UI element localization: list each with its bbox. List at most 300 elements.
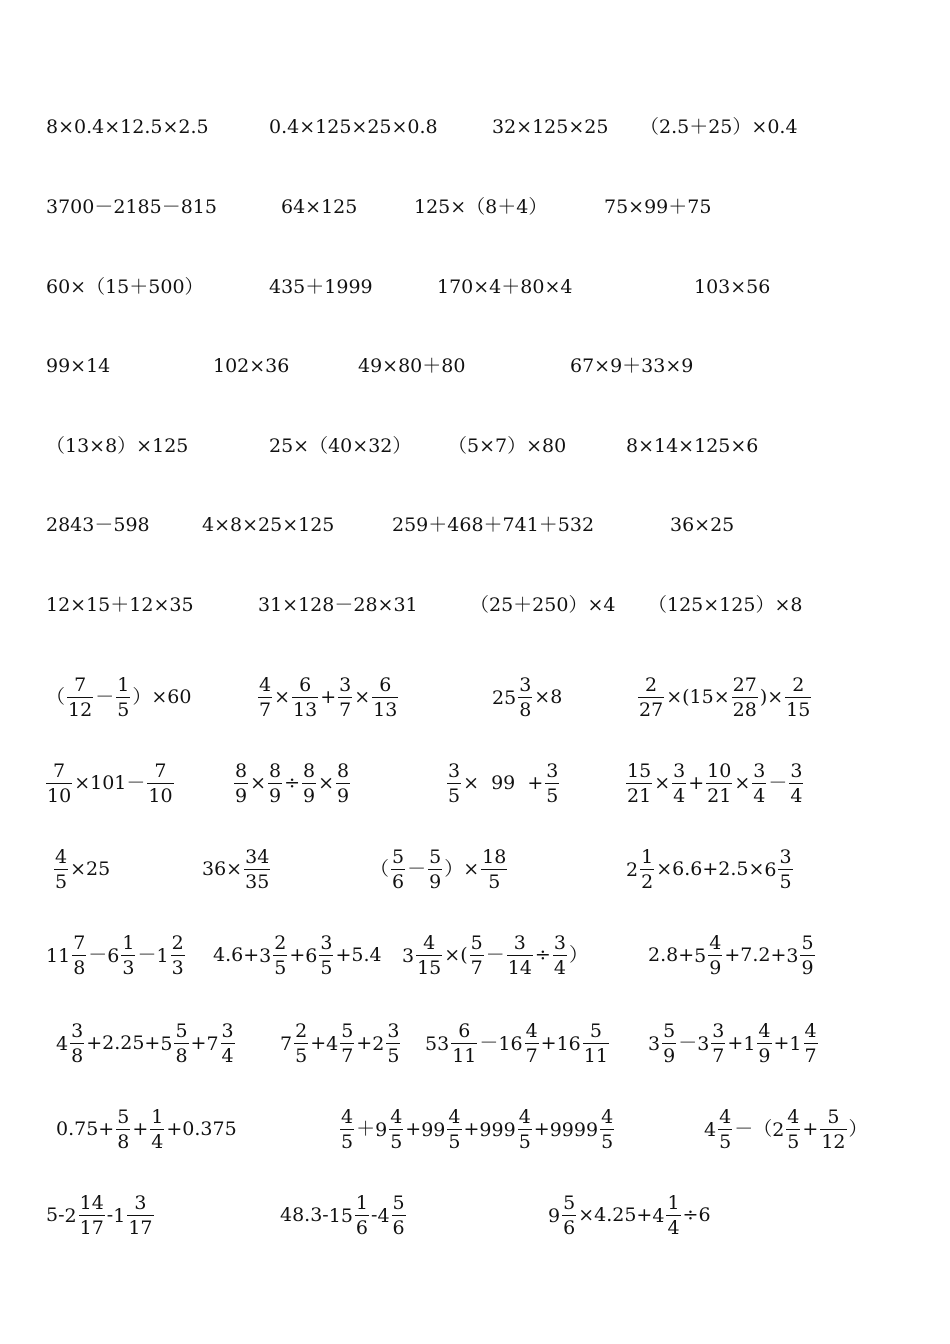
denominator: 13 xyxy=(373,699,398,721)
whole-number: 9999 xyxy=(549,1118,599,1141)
fraction xyxy=(800,934,814,978)
problem: 2843－598 xyxy=(46,514,150,536)
numerator: 3 xyxy=(546,760,559,782)
fraction xyxy=(127,1194,153,1238)
problem: 60×（15＋500） xyxy=(46,276,204,298)
denominator: 11 xyxy=(583,1045,608,1067)
fraction xyxy=(121,934,135,978)
numerator: 5 xyxy=(820,1108,846,1130)
whole-number: 9 xyxy=(375,1118,388,1141)
problem xyxy=(648,1022,820,1066)
numerator: 7 xyxy=(147,762,173,784)
operator: × xyxy=(734,772,751,794)
problem: 8×14×125×6 xyxy=(626,435,759,457)
operator: × xyxy=(354,686,371,708)
operator: × xyxy=(654,772,671,794)
numerator: 3 xyxy=(712,1020,725,1042)
fraction xyxy=(174,1022,188,1066)
whole-number: 9 xyxy=(548,1204,561,1227)
problem xyxy=(52,848,110,892)
fraction xyxy=(706,762,732,806)
numerator: 4 xyxy=(525,1020,538,1042)
fraction xyxy=(662,1022,676,1066)
numerator: 2 xyxy=(171,932,184,954)
numerator: 2 xyxy=(274,932,287,954)
denominator: 5 xyxy=(787,1131,800,1153)
numerator: 8 xyxy=(337,760,350,782)
numerator: 6 xyxy=(292,676,318,698)
operator: + xyxy=(533,1118,550,1140)
denominator: 6 xyxy=(563,1217,576,1239)
denominator: 9 xyxy=(429,871,442,893)
numerator: 18 xyxy=(482,846,507,868)
denominator: 11 xyxy=(452,1045,477,1067)
operator: － xyxy=(485,944,505,966)
fraction xyxy=(626,762,652,806)
paren: ） xyxy=(568,944,588,966)
numerator: 4 xyxy=(518,1106,531,1128)
operator: － xyxy=(479,1032,499,1054)
fraction xyxy=(600,1108,614,1152)
fraction xyxy=(786,1108,800,1152)
numerator: 5 xyxy=(663,1020,676,1042)
denominator: 5 xyxy=(117,699,130,721)
denominator: 8 xyxy=(117,1131,130,1153)
operator: － xyxy=(678,1032,698,1054)
whole-number: 3 xyxy=(786,944,799,967)
denominator: 14 xyxy=(507,957,532,979)
denominator: 8 xyxy=(519,699,532,721)
paren: ） xyxy=(848,1118,868,1140)
numerator: 3 xyxy=(519,674,532,696)
whole-number: 4 xyxy=(56,1032,69,1055)
denominator: 9 xyxy=(663,1045,676,1067)
whole-number: 4 xyxy=(652,1204,665,1227)
numerator: 1 xyxy=(355,1192,369,1214)
numerator: 5 xyxy=(563,1192,576,1214)
operator: )× xyxy=(759,686,784,708)
problem xyxy=(256,676,400,720)
fraction xyxy=(70,1022,84,1066)
numerator: 5 xyxy=(583,1022,609,1044)
problem xyxy=(56,1022,237,1066)
numerator: 5 xyxy=(392,846,405,868)
fraction xyxy=(447,1108,461,1152)
numerator: 34 xyxy=(245,846,270,868)
denominator: 3 xyxy=(171,957,184,979)
problem: 4×8×25×125 xyxy=(202,514,335,536)
problem: 67×9＋33×9 xyxy=(570,355,694,377)
numerator: 4 xyxy=(601,1106,614,1128)
fraction xyxy=(732,676,758,720)
fraction xyxy=(518,1108,532,1152)
numerator: 3 xyxy=(221,1020,234,1042)
numerator: 6 xyxy=(451,1022,477,1044)
denominator: 12 xyxy=(68,699,93,721)
fraction xyxy=(638,676,664,720)
denominator: 5 xyxy=(601,1131,614,1153)
problem xyxy=(46,676,191,720)
fraction xyxy=(72,934,86,978)
numerator: 3 xyxy=(507,934,533,956)
operator: + xyxy=(405,1118,422,1140)
whole-number: 7 xyxy=(206,1032,219,1055)
fraction xyxy=(778,848,792,892)
denominator: 9 xyxy=(337,785,350,807)
fraction xyxy=(820,1108,846,1152)
fraction xyxy=(640,848,654,892)
problem xyxy=(280,1194,408,1238)
numerator: 4 xyxy=(390,1106,403,1128)
whole-number: 6 xyxy=(305,944,318,967)
fraction xyxy=(451,1022,477,1066)
denominator: 5 xyxy=(55,871,68,893)
numerator: 2 xyxy=(638,676,664,698)
fraction xyxy=(150,1108,164,1152)
denominator: 7 xyxy=(712,1045,725,1067)
operator: － xyxy=(768,772,788,794)
denominator: 9 xyxy=(303,785,316,807)
problem xyxy=(402,934,588,978)
operator: +5.4 xyxy=(335,944,382,966)
fraction xyxy=(171,934,185,978)
problem xyxy=(648,934,817,978)
denominator: 15 xyxy=(417,957,442,979)
whole-number: 5 xyxy=(694,944,707,967)
fraction xyxy=(752,762,766,806)
numerator: 4 xyxy=(448,1106,461,1128)
problem: （125×125）×8 xyxy=(648,594,803,616)
whole-number: 2 xyxy=(372,1032,385,1055)
whole-number: 25 xyxy=(492,686,517,709)
denominator: 4 xyxy=(673,785,686,807)
operator: 36× xyxy=(202,858,243,880)
operator: + xyxy=(320,686,337,708)
denominator: 5 xyxy=(387,1045,400,1067)
operator: + xyxy=(688,772,705,794)
denominator: 3 xyxy=(122,957,135,979)
problem: 12×15＋12×35 xyxy=(46,594,194,616)
numerator: 2 xyxy=(295,1020,308,1042)
whole-number: 3 xyxy=(697,1032,710,1055)
operator: + xyxy=(356,1032,373,1054)
fraction xyxy=(583,1022,609,1066)
operator: 2.8+ xyxy=(648,944,695,966)
whole-number: 3 xyxy=(259,944,272,967)
problem xyxy=(492,676,562,720)
numerator: 8 xyxy=(235,760,248,782)
fraction xyxy=(338,676,352,720)
numerator: 4 xyxy=(787,1106,800,1128)
operator: － xyxy=(95,686,115,708)
problem: 435＋1999 xyxy=(269,276,373,298)
operator: － xyxy=(137,944,157,966)
fraction xyxy=(244,848,270,892)
fraction xyxy=(553,934,567,978)
operator: +7.2+ xyxy=(724,944,787,966)
denominator: 4 xyxy=(667,1217,680,1239)
numerator: 8 xyxy=(269,760,282,782)
whole-number: 6 xyxy=(107,944,120,967)
operator: + xyxy=(190,1032,207,1054)
numerator: 4 xyxy=(416,934,442,956)
denominator: 10 xyxy=(148,785,173,807)
fraction xyxy=(294,1022,308,1066)
fraction xyxy=(116,676,130,720)
numerator: 4 xyxy=(55,846,68,868)
fraction xyxy=(518,676,532,720)
numerator: 1 xyxy=(641,846,654,868)
paren: （ xyxy=(370,858,390,880)
numerator: 1 xyxy=(151,1106,164,1128)
problem xyxy=(202,848,272,892)
fraction xyxy=(386,1022,400,1066)
problem: 3700－2185－815 xyxy=(46,196,217,218)
numerator: 3 xyxy=(448,760,461,782)
problem: （13×8）×125 xyxy=(46,435,189,457)
denominator: 8 xyxy=(175,1045,188,1067)
problem xyxy=(56,1108,237,1152)
fraction xyxy=(447,762,461,806)
whole-number: 1 xyxy=(789,1032,802,1055)
whole-number: 99 xyxy=(421,1118,446,1141)
operator: ＋ xyxy=(356,1118,376,1140)
problem xyxy=(280,1022,402,1066)
numerator: 3 xyxy=(673,760,686,782)
operator: ×6.6+2.5× xyxy=(656,858,765,880)
problem: 36×25 xyxy=(670,514,735,536)
operator: + xyxy=(773,1032,790,1054)
problem: （5×7）×80 xyxy=(448,435,567,457)
denominator: 5 xyxy=(341,1131,354,1153)
numerator: 15 xyxy=(627,760,652,782)
denominator: 6 xyxy=(392,871,405,893)
problem: 31×128－28×31 xyxy=(258,594,418,616)
problem: （25＋250）×4 xyxy=(470,594,616,616)
numerator: 5 xyxy=(429,846,442,868)
denominator: 10 xyxy=(47,785,72,807)
numerator: 3 xyxy=(387,1020,400,1042)
problem xyxy=(445,762,561,806)
operator: - xyxy=(106,1204,114,1226)
denominator: 9 xyxy=(801,957,814,979)
whole-number: 11 xyxy=(46,944,71,967)
denominator: 5 xyxy=(719,1131,732,1153)
numerator: 8 xyxy=(303,760,316,782)
numerator: 14 xyxy=(79,1192,104,1214)
numerator: 3 xyxy=(553,932,566,954)
numerator: 5 xyxy=(341,1020,354,1042)
operator: × xyxy=(274,686,291,708)
fraction xyxy=(711,1022,725,1066)
fraction xyxy=(389,1108,403,1152)
fraction xyxy=(666,1194,680,1238)
fraction xyxy=(708,934,722,978)
problem xyxy=(338,1108,616,1152)
fraction xyxy=(416,934,442,978)
denominator: 17 xyxy=(79,1217,104,1239)
operator: ÷6 xyxy=(682,1204,711,1226)
operator: －（ xyxy=(734,1118,773,1140)
numerator: 1 xyxy=(117,674,130,696)
fraction xyxy=(273,934,287,978)
problem: 170×4＋80×4 xyxy=(437,276,573,298)
operator: 4.6+ xyxy=(213,944,260,966)
denominator: 4 xyxy=(221,1045,234,1067)
denominator: 7 xyxy=(470,957,483,979)
operator: + xyxy=(310,1032,327,1054)
fraction xyxy=(340,1108,354,1152)
denominator: 9 xyxy=(758,1045,771,1067)
fraction xyxy=(391,848,405,892)
problem: 259＋468＋741＋532 xyxy=(392,514,595,536)
whole-number: 15 xyxy=(328,1204,353,1227)
operator: ×4.25+ xyxy=(578,1204,653,1226)
fraction xyxy=(507,934,533,978)
denominator: 15 xyxy=(786,699,811,721)
numerator: 7 xyxy=(67,676,93,698)
numerator: 3 xyxy=(790,760,803,782)
numerator: 4 xyxy=(341,1106,354,1128)
numerator: 10 xyxy=(707,760,732,782)
operator: 0.75+ xyxy=(56,1118,115,1140)
operator: +2.25+ xyxy=(86,1032,161,1054)
problem xyxy=(46,934,187,978)
denominator: 5 xyxy=(779,871,792,893)
denominator: 27 xyxy=(639,699,664,721)
problem xyxy=(626,848,795,892)
operator: + xyxy=(727,1032,744,1054)
numerator: 3 xyxy=(71,1020,84,1042)
fraction xyxy=(392,1194,406,1238)
problem: 49×80＋80 xyxy=(358,355,466,377)
numerator: 4 xyxy=(259,674,272,696)
numerator: 6 xyxy=(372,676,398,698)
problem xyxy=(46,1194,156,1238)
operator: 5- xyxy=(46,1204,65,1226)
operator: ÷ xyxy=(534,944,551,966)
denominator: 4 xyxy=(753,785,766,807)
fraction xyxy=(355,1194,369,1238)
whole-number: 1 xyxy=(113,1204,126,1227)
operator: ）× xyxy=(444,858,480,880)
denominator: 5 xyxy=(295,1045,308,1067)
fraction xyxy=(545,762,559,806)
fraction xyxy=(525,1022,539,1066)
problem xyxy=(636,676,813,720)
operator: + xyxy=(289,944,306,966)
fraction xyxy=(340,1022,354,1066)
whole-number: 999 xyxy=(479,1118,516,1141)
numerator: 3 xyxy=(753,760,766,782)
fraction xyxy=(268,762,282,806)
numerator: 4 xyxy=(719,1106,732,1128)
denominator: 9 xyxy=(235,785,248,807)
whole-number: 3 xyxy=(402,944,415,967)
fraction xyxy=(757,1022,771,1066)
fraction xyxy=(562,1194,576,1238)
operator: ×25 xyxy=(70,858,111,880)
denominator: 6 xyxy=(355,1217,369,1239)
operator: + xyxy=(540,1032,557,1054)
numerator: 2 xyxy=(785,676,811,698)
denominator: 7 xyxy=(259,699,272,721)
problem xyxy=(370,848,509,892)
numerator: 3 xyxy=(779,846,792,868)
whole-number: 16 xyxy=(498,1032,523,1055)
paren: （ xyxy=(46,686,66,708)
operator: － xyxy=(88,944,108,966)
problem: 99×14 xyxy=(46,355,111,377)
whole-number: 2 xyxy=(626,858,639,881)
denominator: 17 xyxy=(128,1217,153,1239)
numerator: 27 xyxy=(732,674,757,696)
numerator: 5 xyxy=(175,1020,188,1042)
denominator: 28 xyxy=(732,699,757,721)
problem: 102×36 xyxy=(213,355,290,377)
operator: 48.3- xyxy=(280,1204,329,1226)
denominator: 4 xyxy=(790,785,803,807)
denominator: 5 xyxy=(448,785,461,807)
whole-number: 1 xyxy=(743,1032,756,1055)
fraction xyxy=(234,762,248,806)
whole-number: 1 xyxy=(156,944,169,967)
denominator: 2 xyxy=(641,871,654,893)
fraction xyxy=(302,762,316,806)
numerator: 1 xyxy=(122,932,135,954)
whole-number: 4 xyxy=(326,1032,339,1055)
denominator: 8 xyxy=(71,1045,84,1067)
problem xyxy=(704,1108,868,1152)
denominator: 5 xyxy=(390,1131,403,1153)
denominator: 4 xyxy=(151,1131,164,1153)
operator: - xyxy=(371,1204,378,1226)
numerator: 1 xyxy=(667,1192,680,1214)
fraction xyxy=(718,1108,732,1152)
whole-number: 4 xyxy=(704,1118,717,1141)
fraction xyxy=(372,676,398,720)
problem: 75×99＋75 xyxy=(604,196,712,218)
problem: 32×125×25 xyxy=(492,116,609,138)
fraction xyxy=(116,1108,130,1152)
whole-number: 6 xyxy=(764,858,777,881)
denominator: 5 xyxy=(518,1131,531,1153)
operator: ×8 xyxy=(534,686,563,708)
denominator: 5 xyxy=(546,785,559,807)
fraction xyxy=(319,934,333,978)
problem: 103×56 xyxy=(694,276,771,298)
fraction xyxy=(67,676,93,720)
problem xyxy=(425,1022,611,1066)
numerator: 4 xyxy=(709,932,722,954)
problem xyxy=(44,762,176,806)
denominator: 35 xyxy=(245,871,270,893)
denominator: 21 xyxy=(627,785,652,807)
denominator: 8 xyxy=(73,957,86,979)
operator: +0.375 xyxy=(166,1118,237,1140)
fraction xyxy=(336,762,350,806)
problem: 25×（40×32） xyxy=(269,435,412,457)
denominator: 6 xyxy=(392,1217,405,1239)
numerator: 4 xyxy=(804,1020,817,1042)
denominator: 7 xyxy=(341,1045,354,1067)
operator: × xyxy=(318,772,335,794)
operator: － xyxy=(407,858,427,880)
fraction xyxy=(481,848,507,892)
denominator: 7 xyxy=(525,1045,538,1067)
problem xyxy=(624,762,805,806)
operator: + xyxy=(463,1118,480,1140)
